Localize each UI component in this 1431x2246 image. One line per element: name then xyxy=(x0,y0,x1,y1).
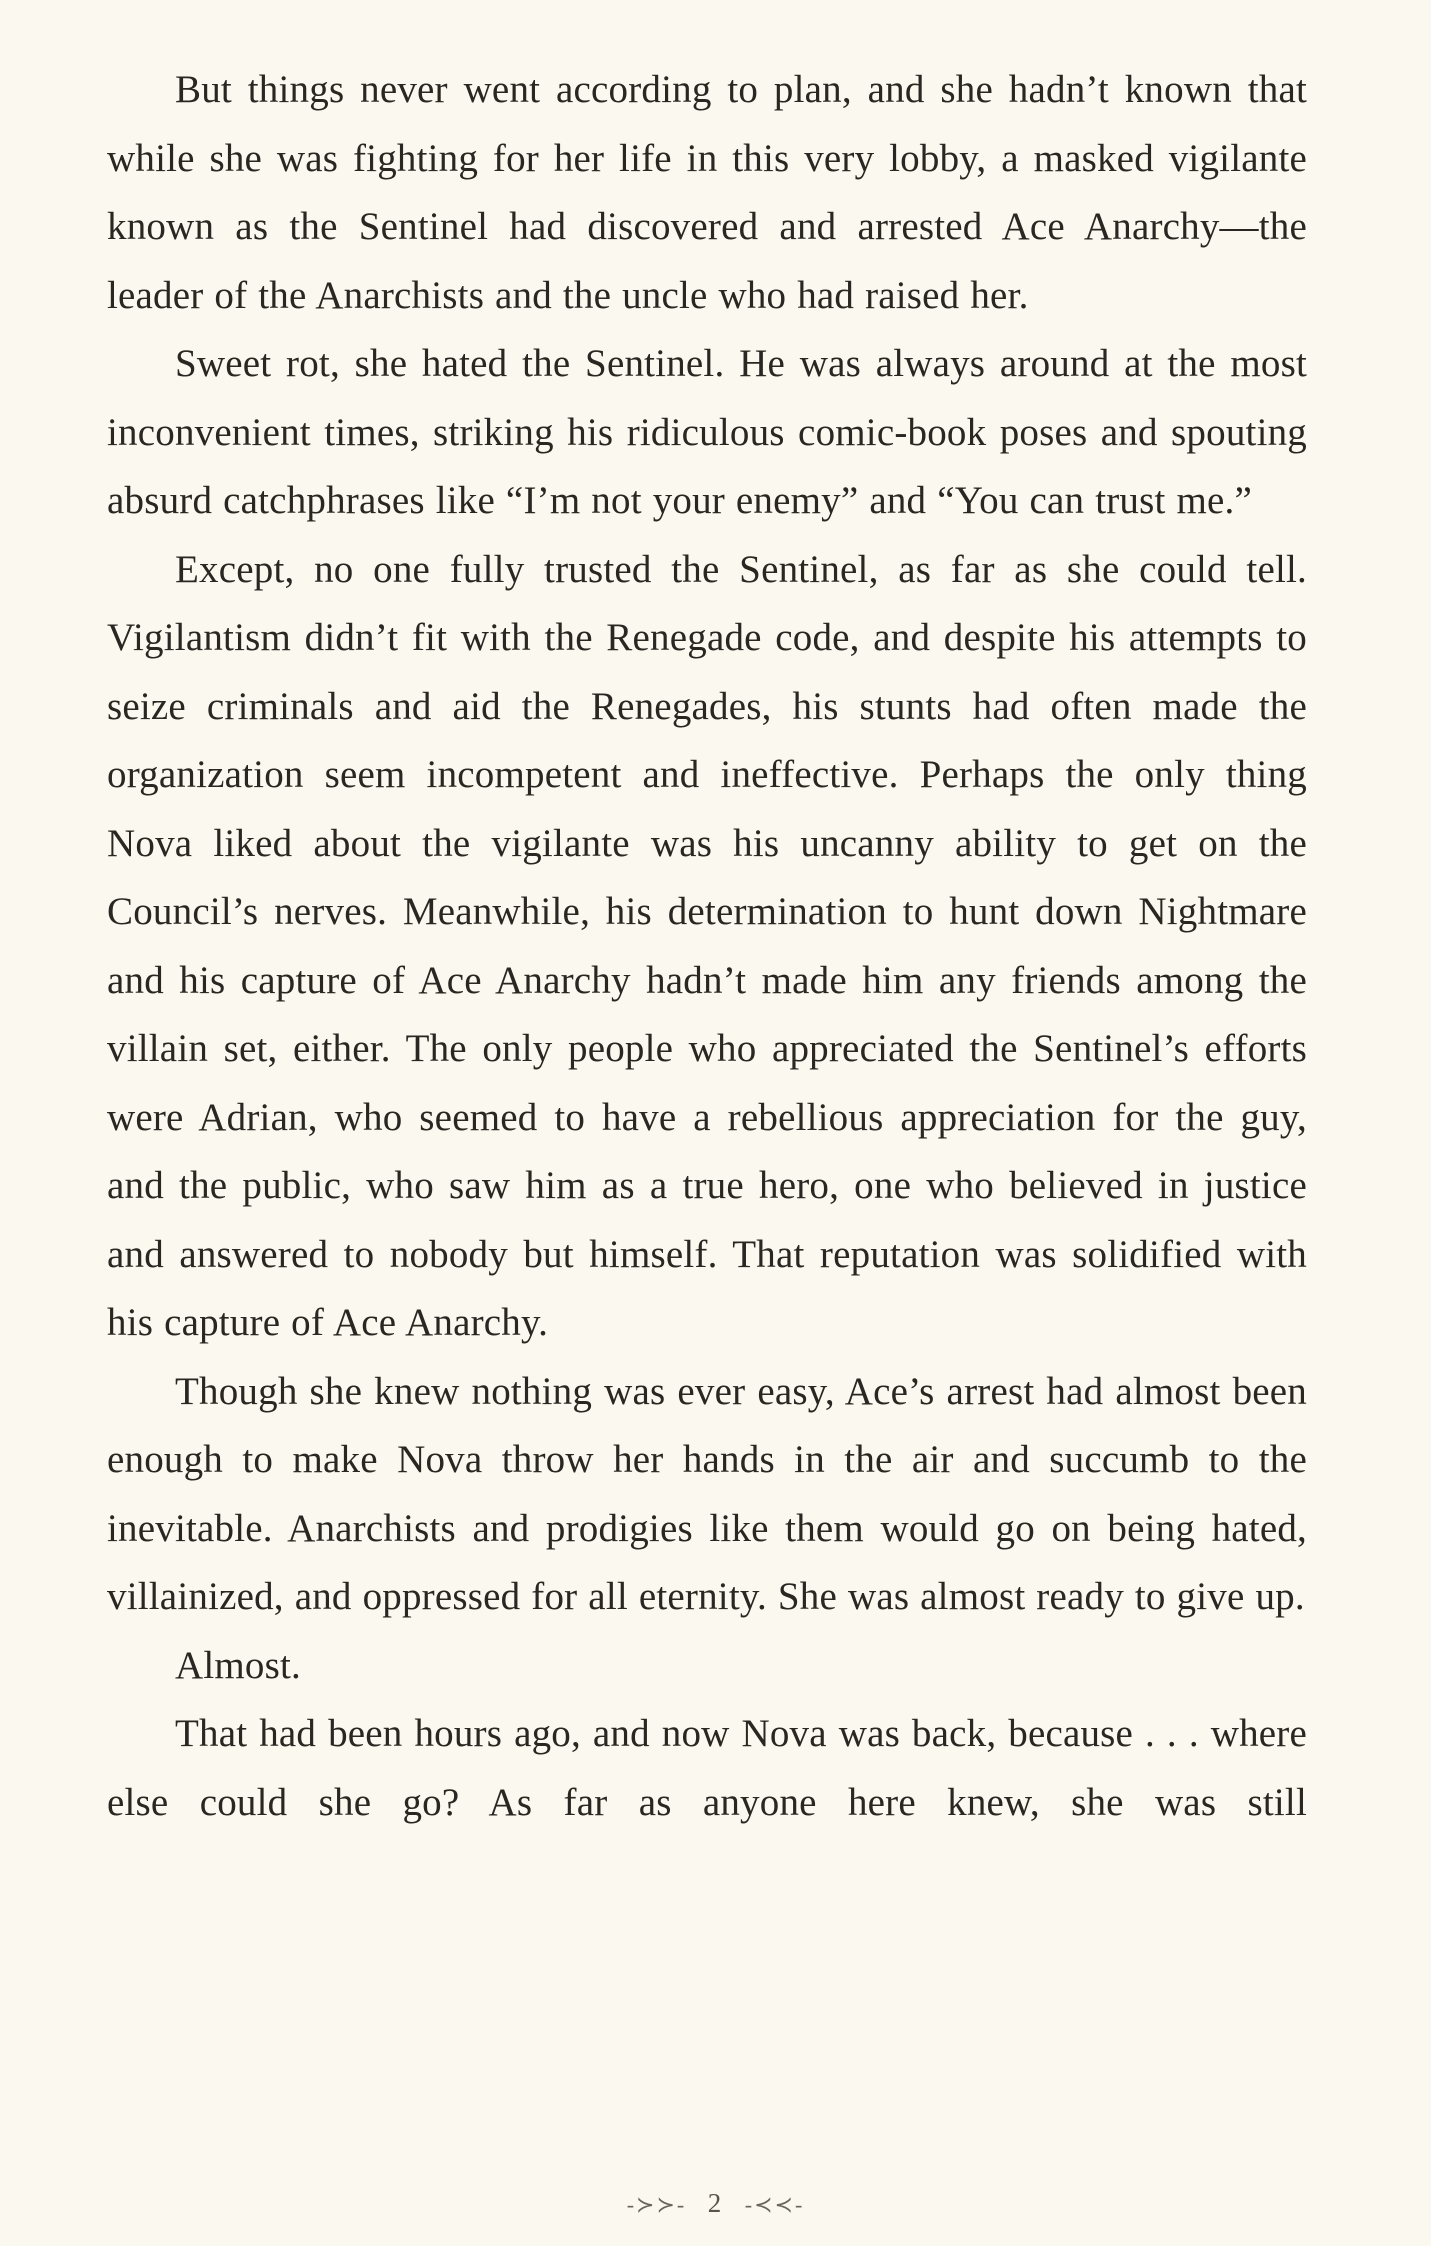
paragraph-1: But things never went according to plan, and she hadn’t known that while she was fighting for her life in this very lobby, a masked vigilante known as the Sentinel had discovered and arrested Ace Anarchy—the leader of the Anarchists and the uncle who had raised her. xyxy=(107,68,1307,317)
paragraph-3: Except, no one fully trusted the Sentinel, as far as she could tell. Vigilantism didn’t fit with the Renegade code, and despite his attempts to seize criminals and aid the Renegades, his stunts had often made the organization seem incompetent and ineffective. Perhaps the only thing Nova liked about the vigilante was his uncanny ability to get on the Council’s nerves. Meanwhile, his determination to hunt down Nightmare and his capture of Ace Anarchy hadn’t made him any friends among the villain set, either. The only people who appreciated the Sentinel’s efforts were Adrian, who seemed to have a rebellious appreciation for the guy, and the public, who saw him as a true hero, one who believed in justice and answered to nobody but himself. That reputation was solidified with his capture of Ace Anarchy. xyxy=(107,547,1307,1344)
paragraph-4: Though she knew nothing was ever easy, Ace’s arrest had almost been enough to make Nova throw her hands in the air and succumb to the inevitable. Anarchists and prodigies like them would go on being hated, villainized, and oppressed for all eternity. She was almost ready to give up. xyxy=(107,1369,1307,1618)
ornament-left-icon: -≻≻- xyxy=(626,2192,694,2217)
page-footer xyxy=(0,2188,1431,2219)
ornament-right-icon: -≺≺- xyxy=(737,2192,805,2217)
paragraph-5: Almost. xyxy=(175,1643,301,1687)
page-number: 2 xyxy=(707,2188,724,2218)
paragraph-6: That had been hours ago, and now Nova was back, because . . . where else could she go? As far as anyone here knew, she was still xyxy=(107,1712,1307,1824)
paragraph-2: Sweet rot, she hated the Sentinel. He was always around at the most inconvenient times, striking his ridiculous comic-book poses and spouting absurd catchphrases like “I’m not your enemy” and “You can trust me.” xyxy=(107,342,1307,522)
body-text xyxy=(107,56,1307,1837)
